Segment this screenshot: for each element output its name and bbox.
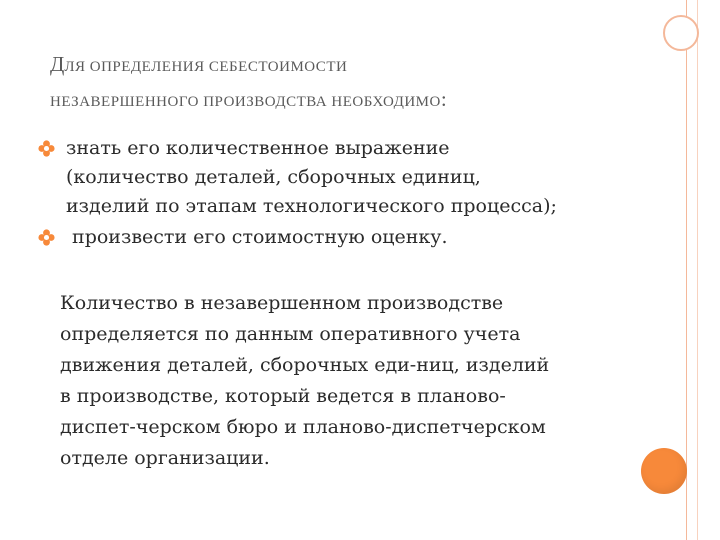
slide-title [50,48,650,118]
flower-bullet-icon [38,140,55,157]
list-item [38,134,638,221]
body-paragraph: Количество в незавершенном производстве определяется по данным оперативного учета движения деталей, сборочных еди-ниц, изделий в производстве, который ведется в планово- диспет-черском бюро и планово-диспетчерском отделе организации. [60,292,550,469]
bullet-text: произвести его стоимостную оценку. [66,226,448,248]
title-line-2: НЕЗАВЕРШЕННОГО ПРОИЗВОДСТВА НЕОБХОДИМО: [50,87,447,111]
list-item [38,223,638,252]
decorative-circle-bottom [641,448,687,494]
title-line-1: ДЛЯ ОПРЕДЕЛЕНИЯ СЕБЕСТОИМОСТИ [50,52,348,76]
bullet-text: знать его количественное выражение (количество деталей, сборочных единиц, изделий по этапам технологического процесса); [66,137,557,217]
flower-bullet-icon [38,229,55,246]
decorative-circle-top [663,15,699,51]
decorative-border-line [686,0,687,540]
decorative-border-line [697,0,698,540]
bullet-list [38,134,638,252]
